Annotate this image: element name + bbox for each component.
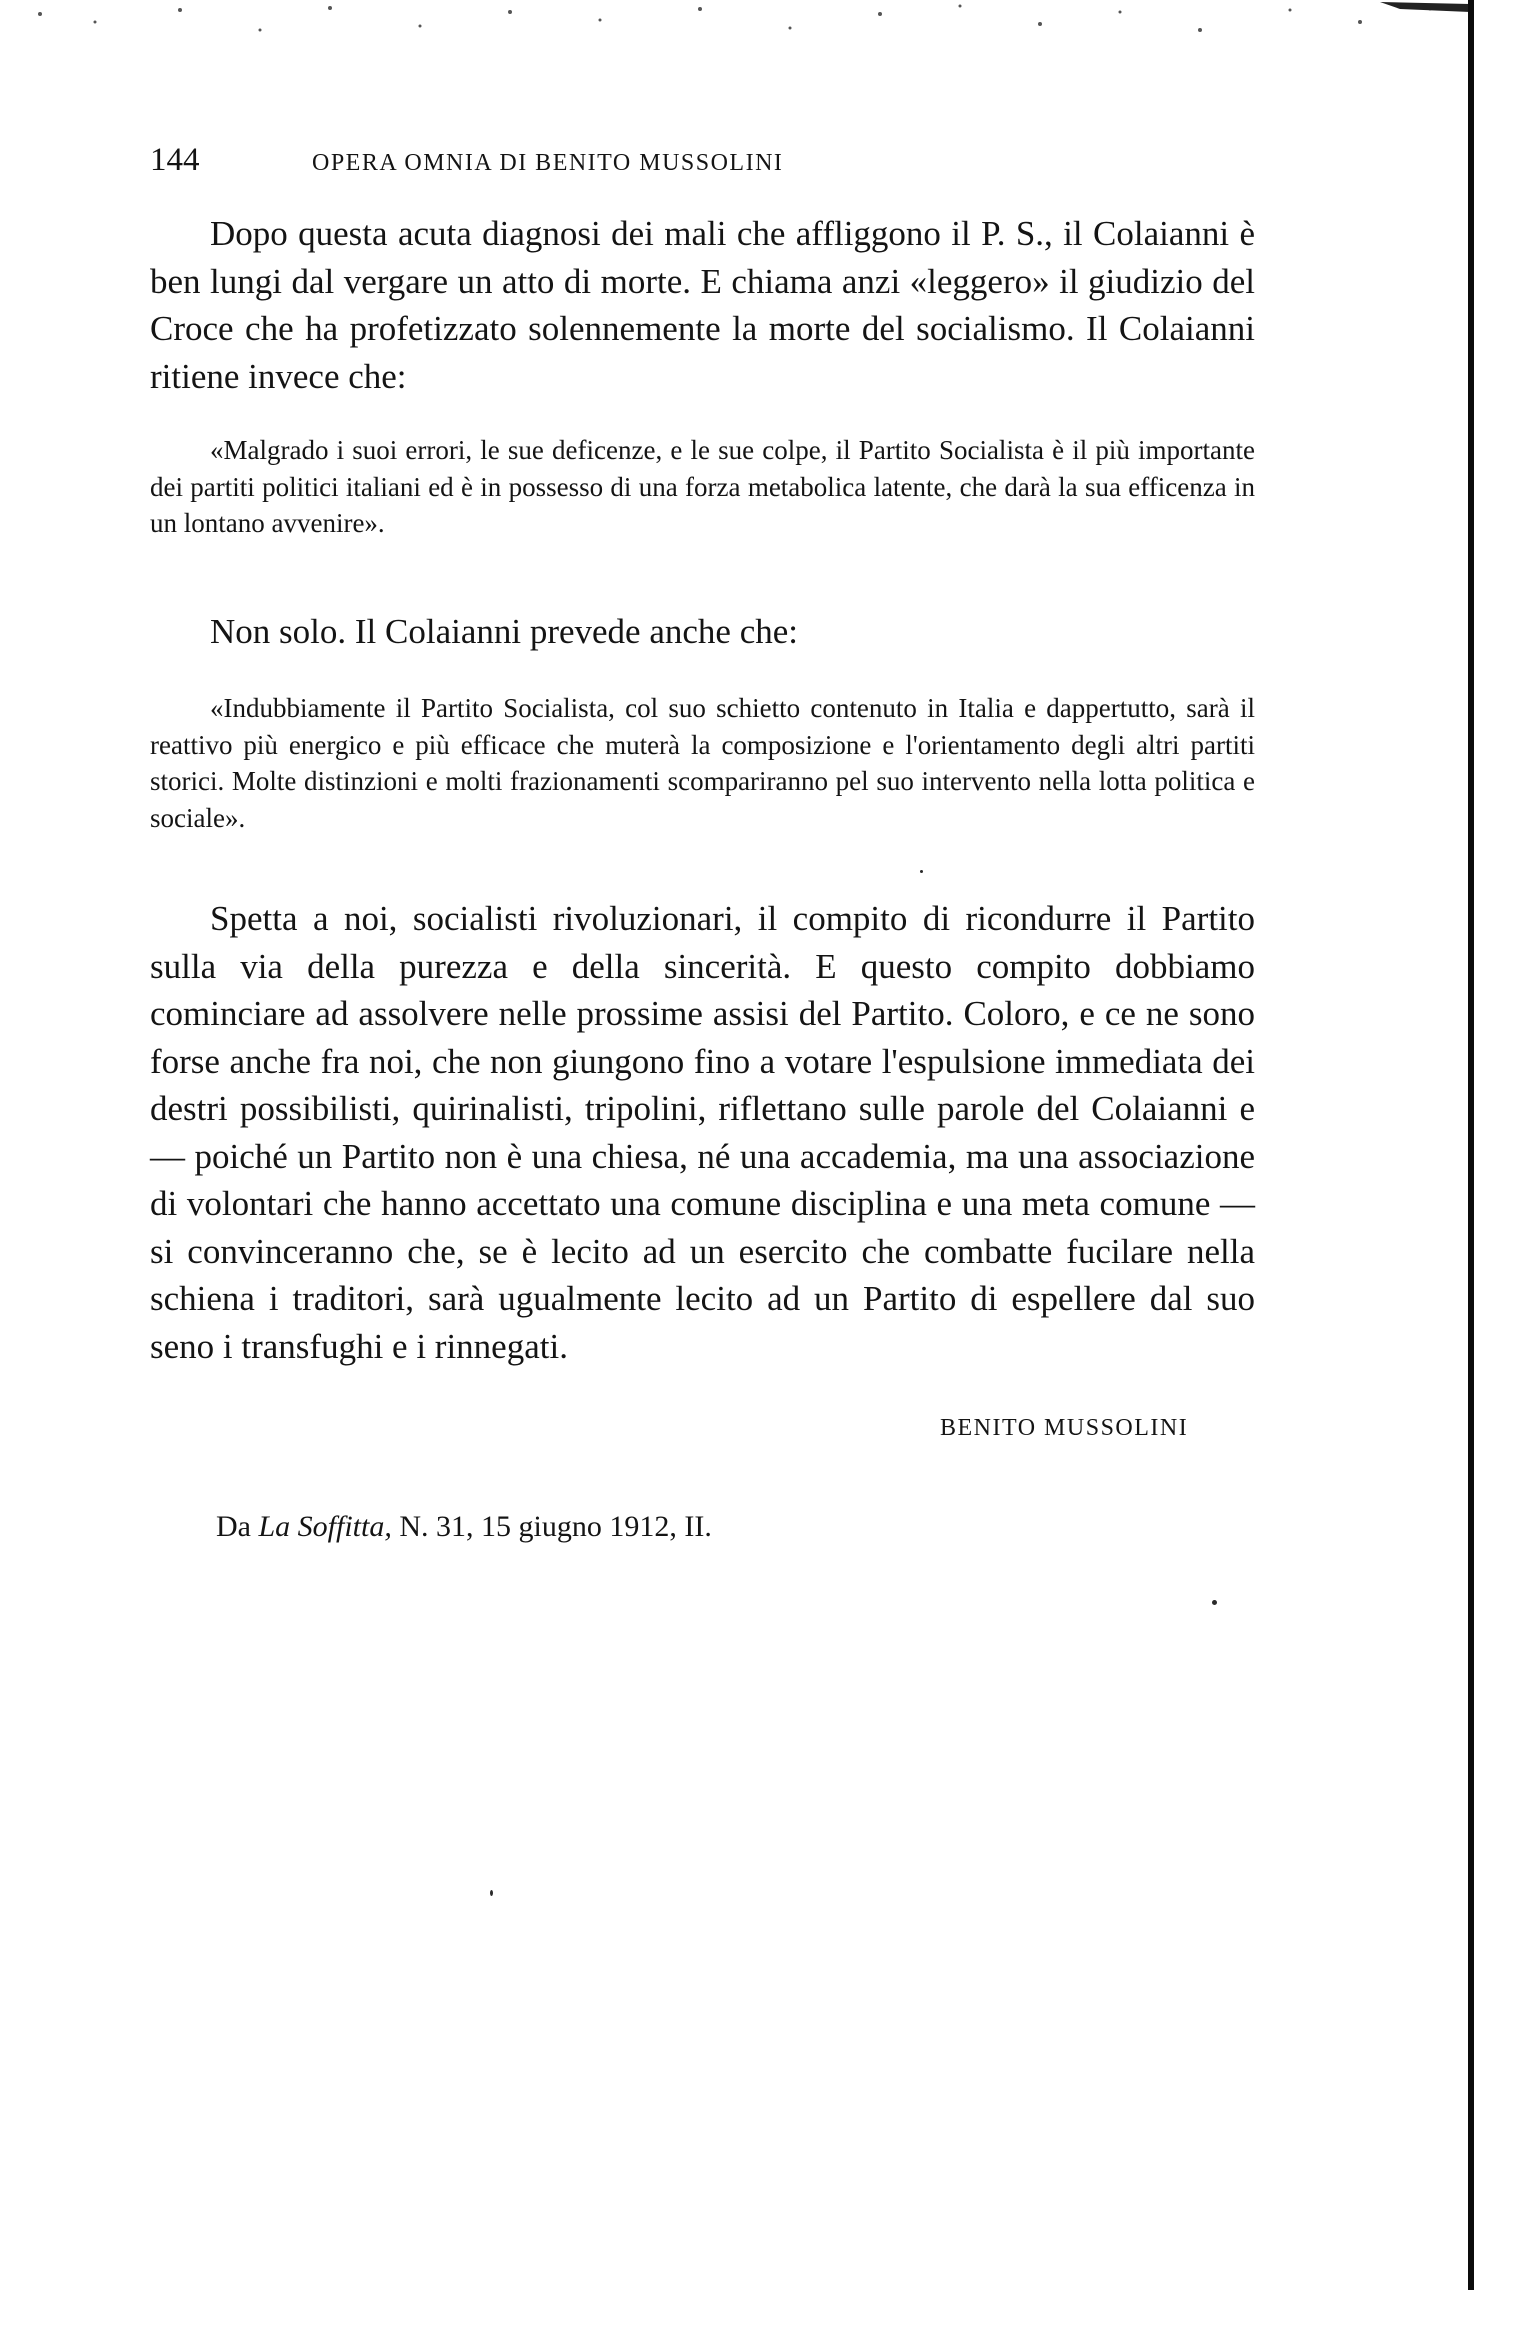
signature: BENITO MUSSOLINI: [940, 1415, 1189, 1441]
source-prefix: Da: [216, 1510, 251, 1543]
quote-1: [150, 432, 1255, 542]
publication-title: La Soffitta,: [258, 1510, 392, 1543]
running-header: [150, 142, 1250, 182]
paragraph-3: [150, 895, 1255, 1370]
scan-speck: [490, 1890, 493, 1896]
paragraph-text: Dopo questa acuta diagnosi dei mali che affliggono il P. S., il Colaianni è ben lungi dal vergare un atto di morte. E chiama anzi «leggero» il giudizio del Croce che ha profetizzato solennemente la morte del socialismo. Il Colaianni ritiene invece che:: [150, 214, 1255, 396]
paragraph-2: [150, 608, 1255, 656]
paragraph-text: Non solo. Il Colaianni prevede anche che:: [210, 612, 798, 651]
running-title: OPERA OMNIA DI BENITO MUSSOLINI: [312, 150, 784, 176]
quote-text: «Indubbiamente il Partito Socialista, col suo schietto contenuto in Italia e dappertutto, sarà il reattivo più energico e più efficace che muterà la composizione e l'orientamento degli altri partiti storici. Molte distinzioni e molti frazionamenti scompariranno pel suo intervento nella lotta politica e sociale».: [150, 693, 1255, 833]
page-number: 144: [150, 142, 200, 178]
paragraph-1: [150, 210, 1255, 400]
source-details: N. 31, 15 giugno 1912, II.: [399, 1510, 712, 1543]
scan-speck: [920, 870, 923, 873]
quote-2: [150, 690, 1255, 836]
scan-speck: [1212, 1600, 1217, 1605]
paragraph-text: Spetta a noi, socialisti rivoluzionari, il compito di ricondurre il Partito sulla via della purezza e della sincerità. E questo compito dobbiamo cominciare ad assolvere nelle prossime assisi del Partito. Coloro, e ce ne sono forse anche fra noi, che non giungono fino a votare l'espulsione immediata dei destri possibilisti, quirinalisti, tripolini, riflettano sulle parole del Colaianni e — poiché un Partito non è una chiesa, né una accademia, ma una associazione di volontari che hanno accettato una comune disciplina e una meta comune — si convinceranno che, se è lecito ad un esercito che combatte fucilare nella schiena i traditori, sarà ugualmente lecito ad un Partito di espellere dal suo seno i transfughi e i rinnegati.: [150, 899, 1255, 1366]
scan-edge-line: [1468, 0, 1474, 2290]
scan-noise-top: [0, 0, 1529, 70]
source-citation: [216, 1510, 712, 1544]
quote-text: «Malgrado i suoi errori, le sue deficenze, e le sue colpe, il Partito Socialista è il più importante dei partiti politici italiani ed è in possesso di una forza metabolica latente, che darà la sua efficenza in un lontano avvenire».: [150, 435, 1255, 538]
